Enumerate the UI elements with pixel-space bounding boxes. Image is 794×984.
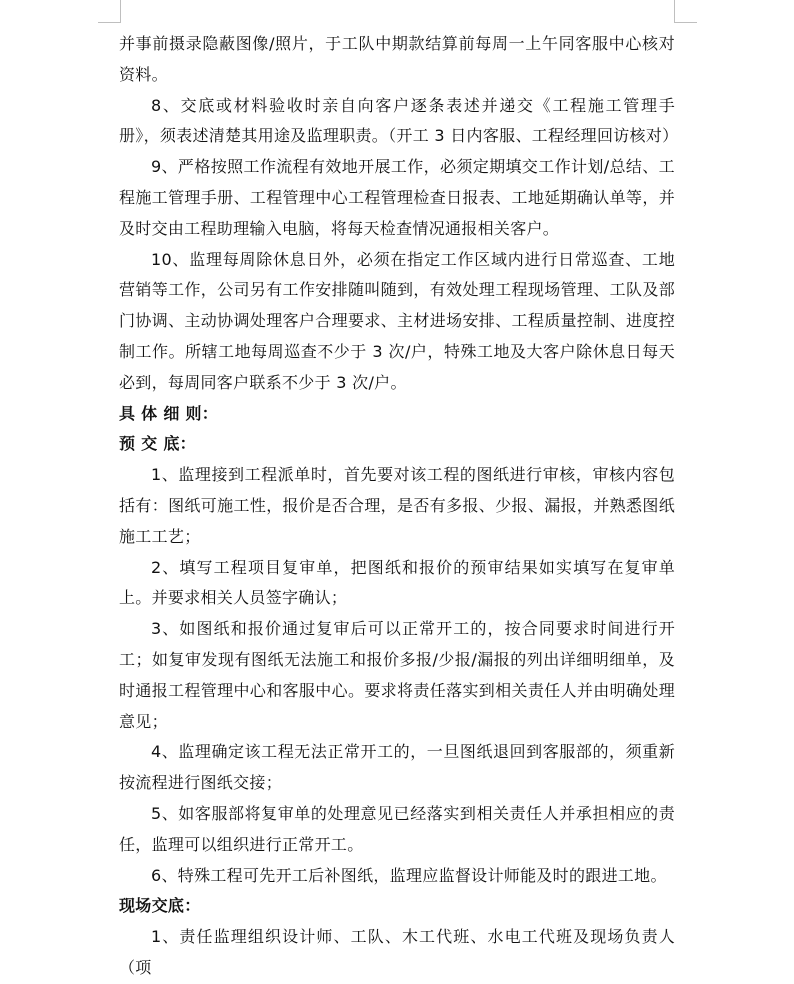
paragraph: 并事前摄录隐蔽图像/照片，于工队中期款结算前每周一上午同客服中心核对资料。	[119, 34, 675, 84]
section-heading-details: 具 体 细 则：	[119, 403, 219, 423]
paragraph-pre-3: 3、如图纸和报价通过复审后可以正常开工的，按合同要求时间进行开工；如复审发现有图纸无法施工和报价多报/少报/漏报的列出详细明细单，及时通报工程管理中心和客服中心。要求将责任落实到相关责任人并由明确处理意见；	[119, 619, 675, 731]
paragraph-pre-4: 4、监理确定该工程无法正常开工的，一旦图纸退回到客服部的，须重新按流程进行图纸交接；	[119, 742, 675, 793]
paragraph-item-9: 9、严格按照工作流程有效地开展工作，必须定期填交工作计划/总结、工程施工管理手册、工程管理中心工程管理检查日报表、工地延期确认单等，并及时交由工程助理输入电脑，将每天检查情况通报相关客户。	[119, 157, 675, 238]
paragraph-pre-6: 6、特殊工程可先开工后补图纸，监理应监督设计师能及时的跟进工地。	[151, 865, 667, 885]
page-corner-mark-top-left	[98, 0, 121, 23]
paragraph-onsite-1: 1、责任监理组织设计师、工队、木工代班、水电工代班及现场负责人（项	[119, 927, 675, 977]
section-heading-pre-briefing: 预 交 底：	[119, 434, 196, 454]
paragraph-item-8: 8、交底或材料验收时亲自向客户逐条表述并递交《工程施工管理手册》，须表述清楚其用途及监理职责。（开工 3 日内客服、工程经理回访核对）	[119, 95, 679, 146]
page-corner-mark-top-right	[674, 0, 697, 23]
paragraph-pre-1: 1、监理接到工程派单时，首先要对该工程的图纸进行审核，审核内容包括有：图纸可施工性，报价是否合理，是否有多报、少报、漏报，并熟悉图纸施工工艺；	[119, 465, 675, 546]
paragraph-pre-2: 2、填写工程项目复审单，把图纸和报价的预审结果如实填写在复审单上。并要求相关人员签字确认；	[119, 557, 675, 608]
paragraph-item-10: 10、监理每周除休息日外，必须在指定工作区域内进行日常巡查、工地营销等工作，公司另有工作安排随叫随到，有效处理工程现场管理、工队及部门协调、主动协调处理客户合理要求、主材进场安排、工程质量控制、进度控制工作。所辖工地每周巡查不少于 3 次/户，特殊工地及大客户除休息日每天必到，每周同客户联系不少于 3 次/户。	[119, 249, 675, 392]
section-heading-onsite-briefing: 现场交底：	[119, 896, 201, 916]
paragraph-pre-5: 5、如客服部将复审单的处理意见已经落实到相关责任人并承担相应的责任，监理可以组织进行正常开工。	[119, 803, 675, 854]
document-body	[119, 29, 679, 984]
